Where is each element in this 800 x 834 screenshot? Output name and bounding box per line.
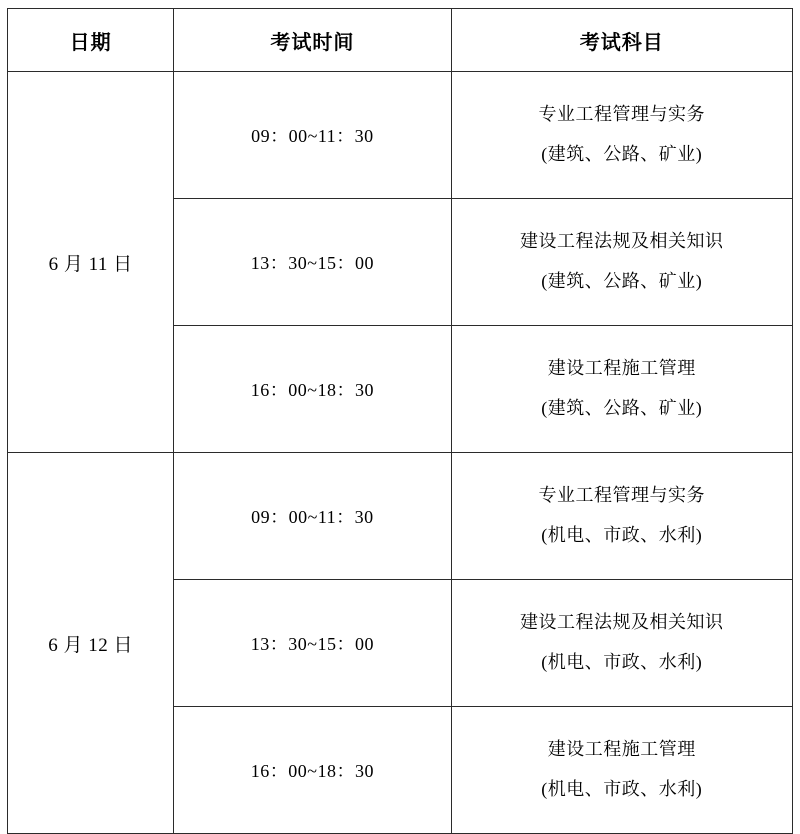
column-header-date: 日期 bbox=[8, 9, 174, 72]
time-cell: 13：30~15：00 bbox=[174, 580, 451, 707]
subject-cell bbox=[451, 707, 792, 834]
subject-main-text: 建设工程施工管理 bbox=[547, 358, 696, 379]
table-header bbox=[8, 9, 793, 72]
subject-cell bbox=[451, 199, 792, 326]
subject-cell bbox=[451, 72, 792, 199]
column-header-time: 考试时间 bbox=[174, 9, 451, 72]
date-cell-day1: 6 月 11 日 bbox=[8, 72, 174, 453]
subject-main-text: 建设工程法规及相关知识 bbox=[520, 612, 724, 633]
column-header-subject: 考试科目 bbox=[451, 9, 792, 72]
subject-main-text: 建设工程施工管理 bbox=[547, 739, 696, 760]
subject-sub-text: (机电、市政、水利) bbox=[541, 779, 703, 799]
time-cell: 09：00~11：30 bbox=[174, 72, 451, 199]
subject-sub-text: (建筑、公路、矿业) bbox=[541, 398, 703, 418]
time-cell: 16：00~18：30 bbox=[174, 326, 451, 453]
subject-main-text: 专业工程管理与实务 bbox=[538, 104, 706, 125]
exam-schedule-table bbox=[7, 8, 793, 834]
subject-cell bbox=[451, 453, 792, 580]
table-body bbox=[8, 72, 793, 834]
subject-cell bbox=[451, 580, 792, 707]
subject-sub-text: (机电、市政、水利) bbox=[541, 525, 703, 545]
date-cell-day2: 6 月 12 日 bbox=[8, 453, 174, 834]
subject-sub-text: (建筑、公路、矿业) bbox=[541, 271, 703, 291]
subject-cell bbox=[451, 326, 792, 453]
table-header-row bbox=[8, 9, 793, 72]
table-row bbox=[8, 72, 793, 199]
subject-main-text: 建设工程法规及相关知识 bbox=[520, 231, 724, 252]
subject-sub-text: (建筑、公路、矿业) bbox=[541, 144, 703, 164]
time-cell: 16：00~18：30 bbox=[174, 707, 451, 834]
time-cell: 09：00~11：30 bbox=[174, 453, 451, 580]
time-cell: 13：30~15：00 bbox=[174, 199, 451, 326]
subject-main-text: 专业工程管理与实务 bbox=[538, 485, 706, 506]
subject-sub-text: (机电、市政、水利) bbox=[541, 652, 703, 672]
exam-schedule-sheet bbox=[0, 8, 800, 831]
table-row bbox=[8, 453, 793, 580]
